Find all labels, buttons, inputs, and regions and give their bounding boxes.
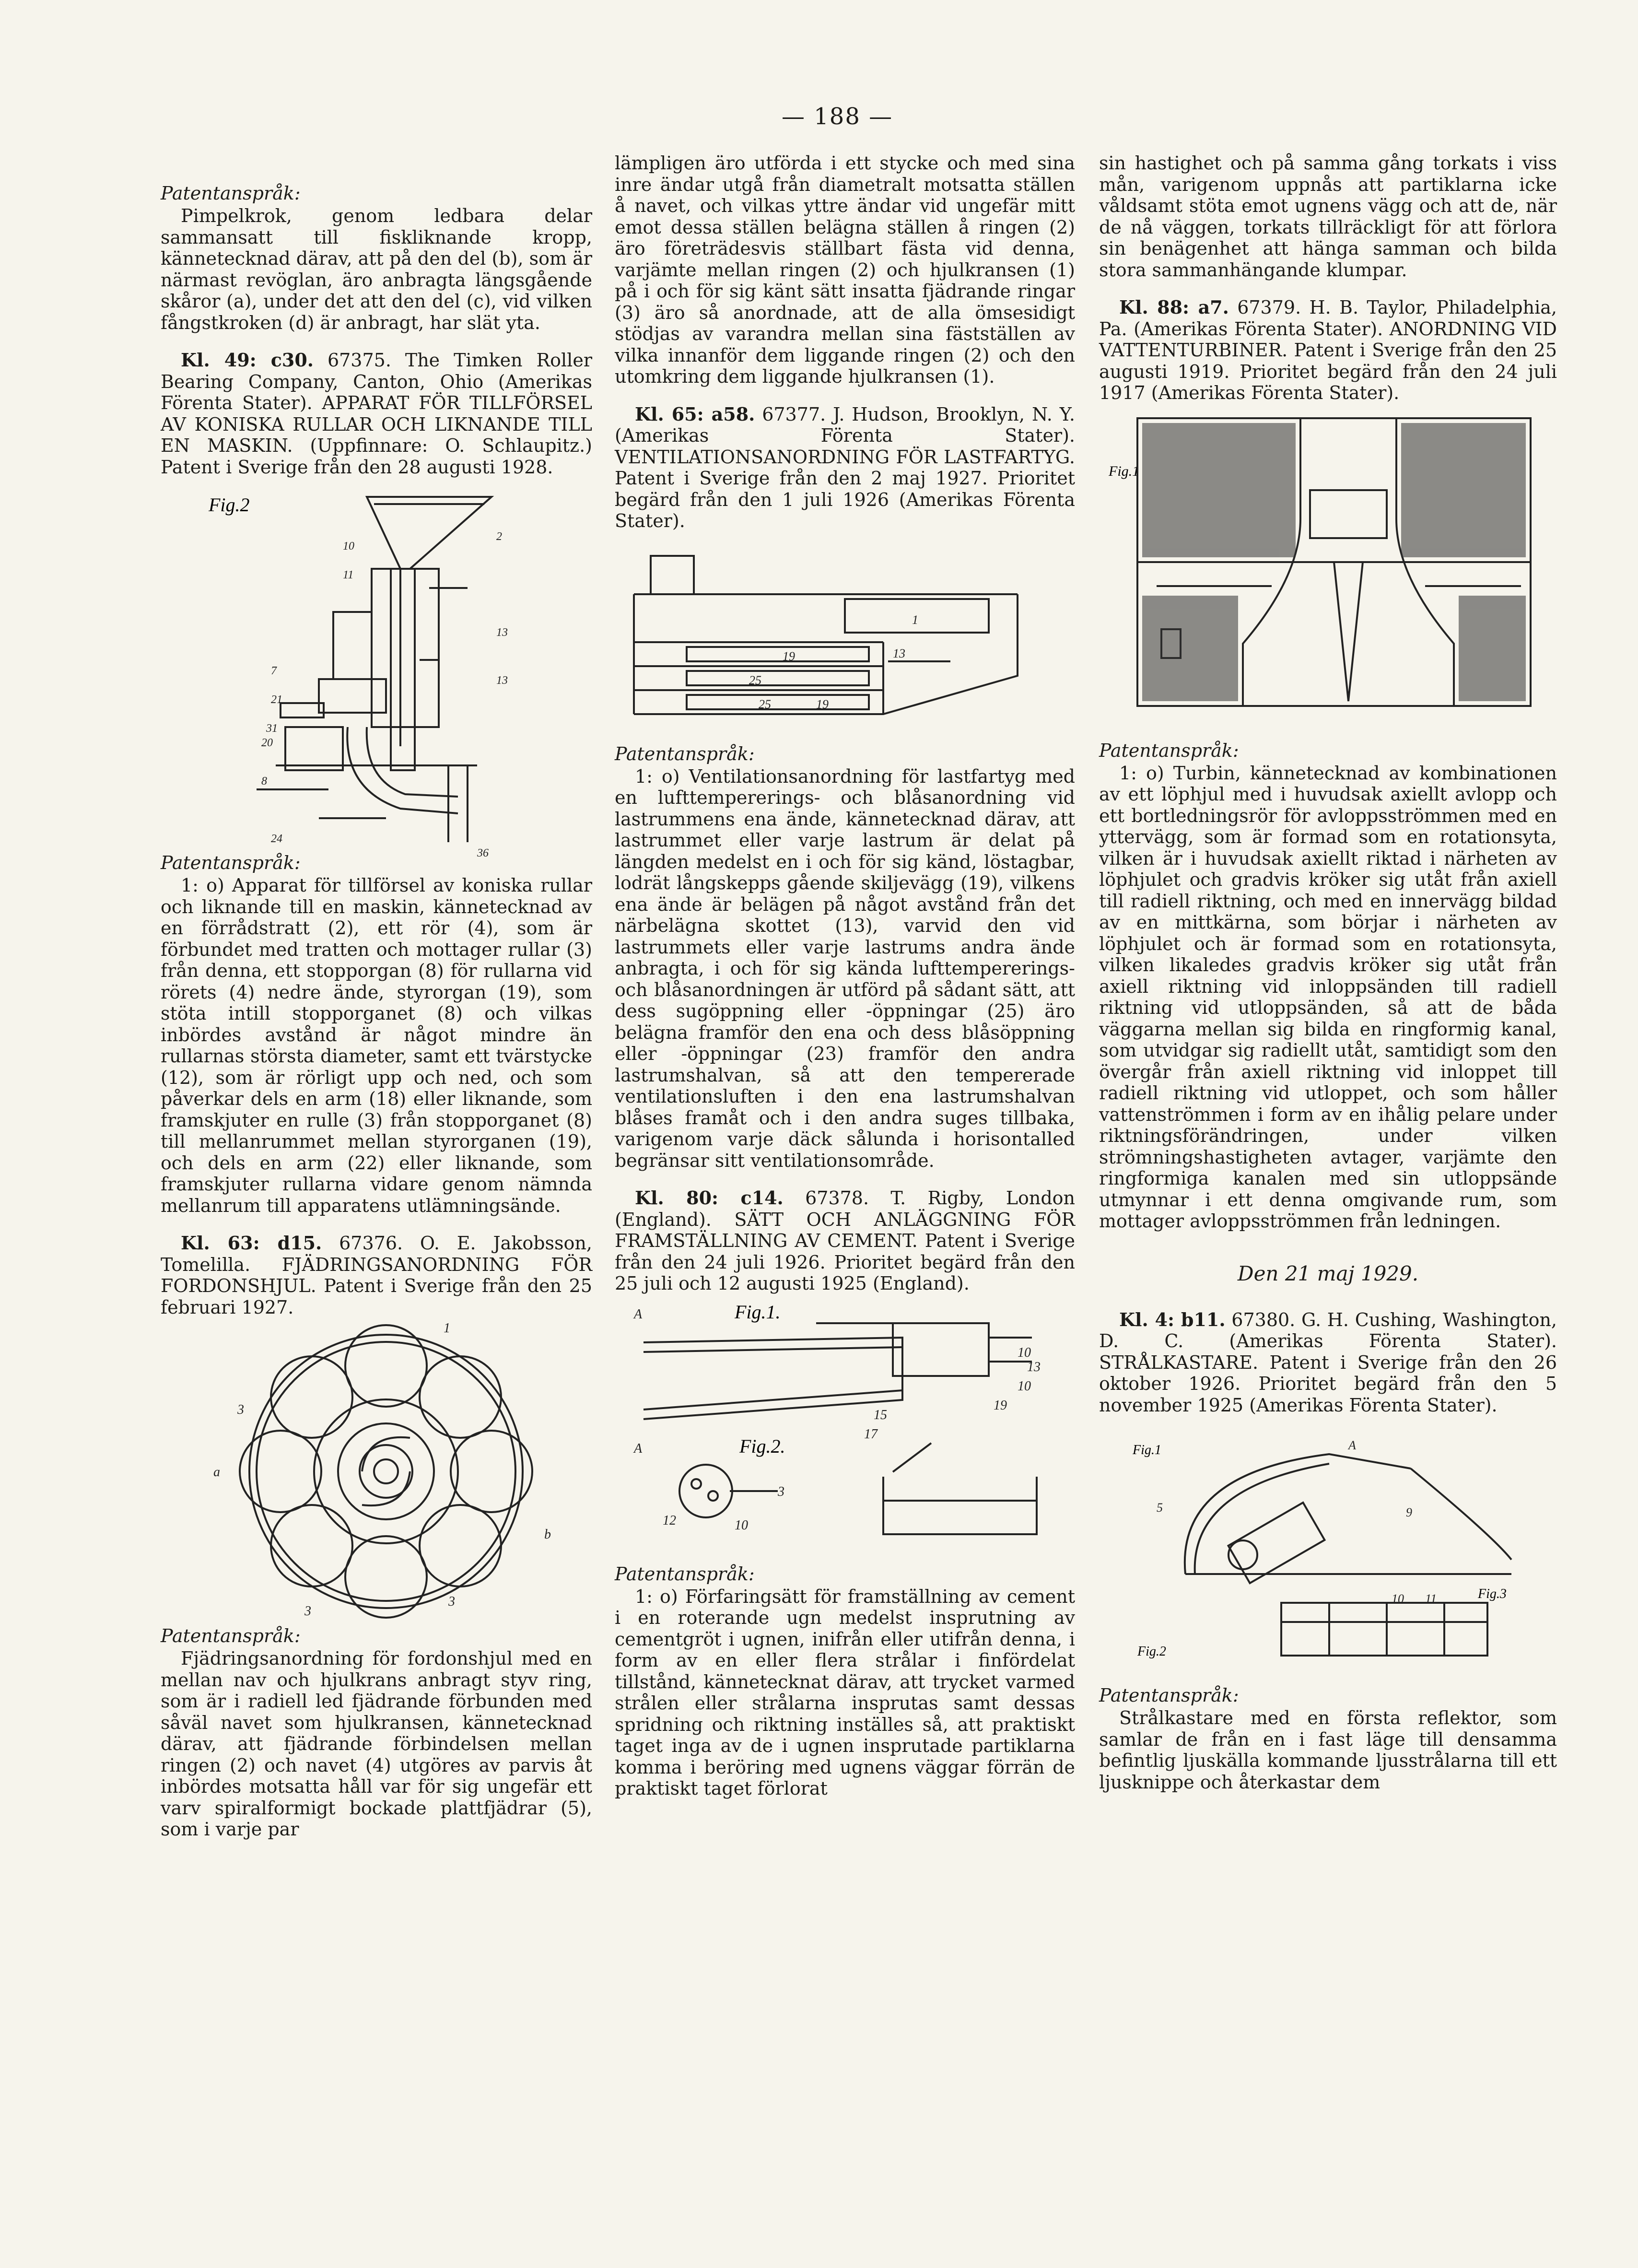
claim-heading: Patentanspråk: <box>161 852 301 873</box>
claim-text-67379: 1: o) Turbin, kännetecknad av kombinationen av ett löphjul med i huvudsak axiellt avlopp och ett bortledningsrör för avloppsströmmen med en yttervägg, som är formad som en rotationsyta, vilken är i huvudsak axiellt riktad i närheten av löphjulet och gradvis kröker sig utåt från axiell till radiell riktning, och med en innervägg bildad av en mittkärna, som börjar i närheten av löphjulet och är formad som en rotationsyta, vilken likaledes gradvis kröker sig utåt från axiell riktning vid inloppsänden till radiell riktning vid utloppsänden, så att de båda väggarna mellan sig bilda en ringformig kanal, som utvidgar sig radiellt utåt, samtidigt som den övergår från axiell riktning vid inloppet till radiell riktning vid utloppet, och som håller vattenströmmen i form av en ihålig pelare under riktningsförändringen, under vilken strömningshastigheten avtager, varjämte den ringformiga kanalen med sin utloppsände utmynnar i ett denna omgivande rum, som mottager avloppsströmmen från ledningen. <box>1099 762 1557 1232</box>
entry-text: 67377. J. Hudson, Brooklyn, N. Y. (Amerikas Förenta Stater). VENTILATIONSANORDNING FÖR LASTFARTYG. Patent i Sverige från den 2 maj 1927. Prioritet begärd från den 1 juli 1926 (Amerikas Förenta Stater). <box>615 403 1075 531</box>
svg-text:10: 10 <box>1392 1592 1404 1606</box>
claim-heading: Patentanspråk: <box>1099 740 1239 761</box>
date-heading: Den 21 maj 1929. <box>1237 1261 1419 1285</box>
svg-text:19: 19 <box>816 697 829 711</box>
svg-text:2: 2 <box>496 530 502 543</box>
claim-continuation-67376: lämpligen äro utförda i ett stycke och med sina inre ändar utgå från diametralt motsatta ställen å navet, och vilkas yttre ändar vid ungefär mitt emot dessa ställen belägna ställen å ringen (2) äro företrädesvis ställbart fästa vid denna, varjämte mellan ringen (2) och hjulkransen (1) på i och för sig känt sätt insatta fjädrande ringar (3) äro så anordnade, att de alla ömsesidigt stödjas av varandra mellan sina fästställen av vilka innanför dem liggande ringen (2) och den utomkring dem liggande hjulkransen (1). <box>615 153 1075 387</box>
svg-text:5: 5 <box>1157 1501 1163 1515</box>
claim-heading: Patentanspråk: <box>615 1563 755 1585</box>
patent-entry-67379 <box>1099 297 1557 404</box>
svg-text:3: 3 <box>237 1402 244 1417</box>
svg-text:19: 19 <box>783 649 795 663</box>
svg-text:8: 8 <box>261 775 267 787</box>
svg-text:20: 20 <box>261 737 273 749</box>
claim-heading: Patentanspråk: <box>161 183 301 204</box>
svg-text:11: 11 <box>343 569 354 581</box>
claim-text-67377: 1: o) Ventilationsanordning för lastfartyg med en lufttempererings- och blåsanordning vid lastrummens ena ände, kännetecknad därav, att lastrummet eller varje lastrum är delat på längden medelst en i och för sig känd, löstagbar, lodrät långskepps gående skiljevägg (19), vilkens ena ände är belägen på något avstånd från det närbelägna skottet (13), varvid den vid lastrummets eller varje lastrums andra ände anbragta, i och för sig kända lufttempererings- och blåsanordningen är utförd på sådant sätt, att dess sugöppning eller -öppningar (25) äro belägna framför den ena och dess blåsöppning eller -öppningar (23) framför den andra lastrumshalvan, så att den tempererade ventilationsluften i den ena lastrumshalvan blåses framåt och i den andra suges tillbaka, varigenom varje däck sålunda i horisontalled begränsar sitt ventilationsområde. <box>615 765 1075 1171</box>
claim-text-67375: 1: o) Apparat för tillförsel av koniska rullar och liknande till en maskin, kännetecknad av en förrådstratt (2), ett rör (4), som är förbundet med tratten och mottager rullar (3) från denna, ett stopporgan (8) för rullarna vid rörets (4) nedre ände, styrorgan (19), som stöta intill stopporganet (8) och vilkas inbördes avstånd är något mindre än rullarnas största diameter, samt ett tvärstycke (12), som är rörligt upp och ned, och som påverkar dels en arm (18) eller liknande, som framskjuter en rulle (3) från stopporganet (8) till mellanrummet mellan styrorganen (19), och dels en arm (22) eller liknande, som framskjuter rullarna vidare genom nämnda mellanrum till apparatens utlämningsände. <box>161 875 592 1216</box>
entry-text: 67379. H. B. Taylor, Philadelphia, Pa. (Amerikas Förenta Stater). ANORDNING VID VATTENTURBINER. Patent i Sverige från den 25 augusti 1919. Prioritet begärd från den 24 juli 1917 (Amerikas Förenta Stater). <box>1099 297 1557 403</box>
svg-text:a: a <box>213 1465 220 1480</box>
cargo-ship-ventilation-figure <box>615 532 1075 743</box>
figure-label: Fig.2 <box>209 494 250 516</box>
entry-text: 67375. The Timken Roller Bearing Company, Canton, Ohio (Amerikas Förenta Stater). APPARAT FÖR TILLFÖRSEL AV KONISKA RULLAR OCH LIKNANDE TILL EN MASKIN. (Uppfinnare: O. Schlaupitz.) Patent i Sverige från den 28 augusti 1928. <box>161 350 592 478</box>
svg-text:24: 24 <box>271 833 282 845</box>
svg-text:10: 10 <box>1018 1345 1031 1360</box>
figure-label-1: Fig.1 <box>1133 1443 1161 1457</box>
figure-label-2: Fig.2. <box>739 1435 785 1457</box>
figure-label-1: Fig.1. <box>735 1301 781 1323</box>
figure-label-3: Fig.3 <box>1478 1586 1507 1601</box>
svg-text:9: 9 <box>1406 1505 1412 1519</box>
class-label: Kl. 4: b11. <box>1119 1308 1226 1330</box>
svg-text:25: 25 <box>749 673 761 687</box>
class-label: Kl. 88: a7. <box>1119 296 1229 318</box>
class-label: Kl. 80: c14. <box>635 1187 784 1209</box>
svg-text:25: 25 <box>759 697 771 711</box>
svg-text:13: 13 <box>1027 1359 1041 1375</box>
claim-heading: Patentanspråk: <box>161 1625 301 1646</box>
claim-text-67378: 1: o) Förfaringsätt för framställning av cement i en roterande ugn medelst insprutning av cementgröt i ugnen, inifrån eller utifrån denna, i form av en eller flera strålar i finfördelat tillstånd, kännetecknat därav, att trycket varmed strålen eller strålarna insprutas samt dessas spridning och riktning inställes så, att praktiskt taget inga av de i ugnen insprutade partiklarna komma i beröring med ugnens väggar förrän de praktiskt taget förlorat <box>615 1586 1075 1799</box>
svg-text:10: 10 <box>1018 1378 1031 1394</box>
svg-text:A: A <box>1348 1438 1356 1452</box>
svg-text:10: 10 <box>735 1517 748 1533</box>
column-1 <box>161 182 592 1840</box>
svg-text:7: 7 <box>271 665 277 677</box>
class-label: Kl. 63: d15. <box>181 1232 322 1254</box>
cement-kiln-figure <box>615 1294 1075 1563</box>
water-turbine-figure <box>1099 404 1557 740</box>
svg-text:19: 19 <box>994 1398 1007 1413</box>
page-number: — 188 — <box>782 103 893 130</box>
entry-text: 67378. T. Rigby, London (England). SÄTT OCH ANLÄGGNING FÖR FRAMSTÄLLNING AV CEMENT. Patent i Sverige från den 24 juli 1926. Prioritet begärd från den 25 juli och 12 augusti 1925 (England). <box>615 1187 1075 1294</box>
claim-text-pimpelkrok: Pimpelkrok, genom ledbara delar sammansatt till fiskliknande kropp, kännetecknad därav, att på den del (b), som är närmast revöglan, äro anbragta längsgående skåror (a), under det att den del (c), vid vilken fångstkroken (d) är anbragt, har slät yta. <box>161 205 592 333</box>
svg-text:1: 1 <box>444 1321 450 1336</box>
entry-text: 67380. G. H. Cushing, Washington, D. C. (Amerikas Förenta Stater). STRÅLKASTARE. Patent i Sverige från den 26 oktober 1926. Prioritet begärd från den 5 november 1925 (Amerikas Förenta Stater). <box>1099 1309 1557 1416</box>
svg-text:31: 31 <box>266 722 278 735</box>
claim-heading: Patentanspråk: <box>1099 1685 1239 1706</box>
svg-text:13: 13 <box>496 674 508 687</box>
class-label: Kl. 49: c30. <box>181 349 314 371</box>
svg-text:17: 17 <box>864 1426 878 1442</box>
entry-text: 67376. O. E. Jakobsson, Tomelilla. FJÄDRINGSANORDNING FÖR FORDONSHJUL. Patent i Sverige från den 25 februari 1927. <box>161 1233 592 1318</box>
figure-label: Fig.1 <box>1109 463 1140 479</box>
patent-entry-67378 <box>615 1187 1075 1294</box>
svg-text:A: A <box>634 1441 643 1456</box>
svg-text:3: 3 <box>778 1484 784 1499</box>
figure-label-2: Fig.2 <box>1137 1644 1166 1659</box>
column-2 <box>615 153 1075 1799</box>
claim-text-67380: Strålkastare med en första reflektor, som samlar de från en i fast läge till densamma befintlig ljuskälla kommande ljusstrålarna till ett ljusknippe och återkastar dem <box>1099 1707 1557 1793</box>
column-3 <box>1099 153 1557 1793</box>
patent-entry-67375 <box>161 350 592 478</box>
svg-text:21: 21 <box>271 693 282 706</box>
patent-entry-67380 <box>1099 1309 1557 1416</box>
vehicle-wheel-suspension-figure <box>161 1318 592 1625</box>
svg-text:A: A <box>634 1306 643 1322</box>
svg-text:36: 36 <box>477 847 489 859</box>
searchlight-figure <box>1099 1416 1557 1684</box>
claim-text-67376: Fjädringsanordning för fordonshjul med en mellan nav och hjulkrans anbragt styv ring, som är i radiell led fjädrande förbunden med såväl navet som hjulkransen, kännetecknad därav, att fjädrande förbindelsen mellan ringen (2) och navet (4) utgöres av parvis åt inbördes motsatta håll var för sig ungefär ett varv spiralformigt bockade plattfjädrar (5), som i varje par <box>161 1648 592 1840</box>
svg-text:11: 11 <box>1425 1592 1437 1606</box>
svg-text:15: 15 <box>874 1407 887 1422</box>
svg-text:3: 3 <box>448 1594 455 1609</box>
patent-entry-67377 <box>615 404 1075 532</box>
svg-text:1: 1 <box>912 612 918 627</box>
svg-text:b: b <box>544 1527 551 1542</box>
svg-text:10: 10 <box>343 540 354 552</box>
svg-text:13: 13 <box>496 626 508 639</box>
class-label: Kl. 65: a58. <box>635 403 755 425</box>
claim-continuation-67378: sin hastighet och på samma gång torkats i viss mån, varigenom uppnås att partiklarna icke våldsamt stöta emot ugnens vägg och att de, när de nå väggen, torkats tillräckligt för att förlora sin benägenhet att hänga samman och bilda stora sammanhängande klumpar. <box>1099 153 1557 281</box>
patent-entry-67376 <box>161 1233 592 1318</box>
svg-text:13: 13 <box>893 646 905 660</box>
svg-text:12: 12 <box>663 1513 676 1528</box>
claim-heading: Patentanspråk: <box>615 743 755 764</box>
roller-feed-apparatus-figure <box>161 478 592 859</box>
svg-text:3: 3 <box>304 1604 311 1619</box>
